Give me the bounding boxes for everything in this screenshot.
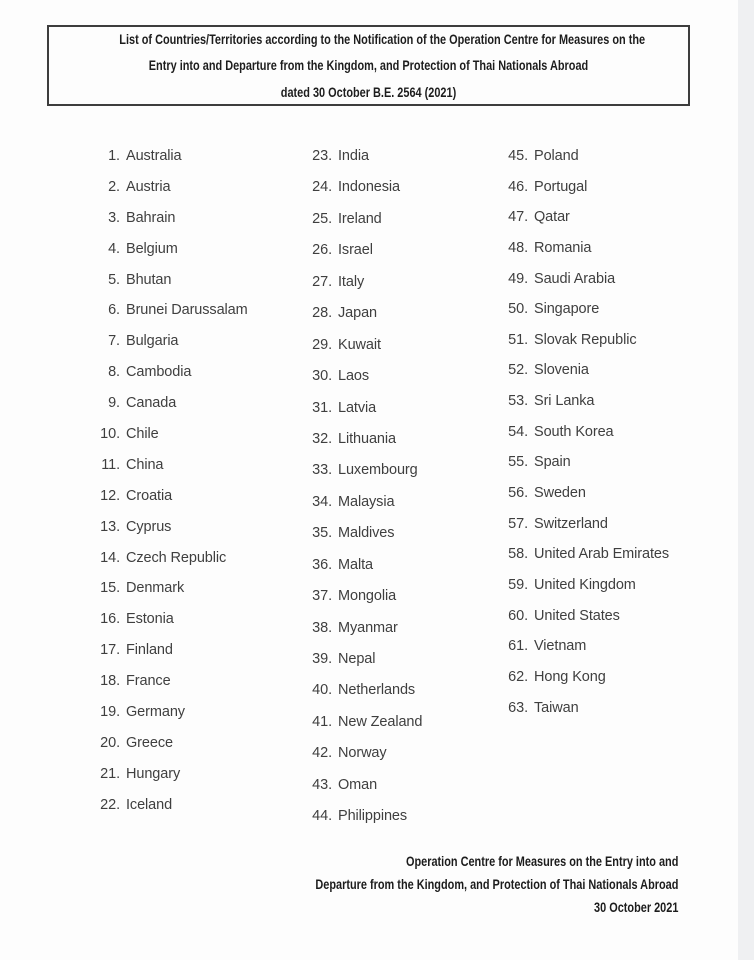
item-label: Chile	[126, 426, 159, 443]
item-label: Switzerland	[534, 515, 608, 532]
list-item	[502, 362, 669, 393]
title-line-1: List of Countries/Territories according to the Notification of the Operation Centre for Measures on the	[119, 30, 646, 47]
item-label: Indonesia	[338, 179, 400, 196]
item-number: 16.	[100, 611, 120, 628]
item-label: United States	[534, 607, 620, 624]
item-label: Greece	[126, 734, 173, 751]
item-number: 30.	[312, 368, 332, 385]
item-number: 18.	[100, 673, 120, 690]
list-item	[502, 546, 669, 577]
list-item	[306, 337, 422, 368]
item-label: Mongolia	[338, 588, 397, 605]
item-label: Maldives	[338, 525, 395, 542]
list-item	[502, 485, 669, 516]
list-item	[502, 271, 669, 302]
item-number: 63.	[508, 699, 528, 716]
item-number: 32.	[312, 430, 332, 447]
list-item	[98, 426, 248, 457]
item-number: 35.	[312, 525, 332, 542]
list-item	[502, 700, 669, 731]
item-label: Finland	[126, 642, 173, 659]
item-label: United Kingdom	[534, 576, 636, 593]
list-item	[98, 550, 248, 581]
item-number: 33.	[312, 462, 332, 479]
item-label: Saudi Arabia	[534, 270, 616, 287]
item-label: New Zealand	[338, 713, 423, 730]
item-label: Sweden	[534, 485, 586, 502]
list-item	[306, 148, 422, 179]
item-label: Cambodia	[126, 364, 192, 381]
item-label: Bahrain	[126, 209, 176, 226]
item-number: 3.	[108, 209, 120, 226]
item-number: 57.	[508, 515, 528, 532]
item-label: Brunei Darussalam	[126, 302, 248, 319]
list-item	[98, 241, 248, 272]
item-label: India	[338, 148, 369, 164]
list-item	[306, 620, 422, 651]
item-label: Luxembourg	[338, 462, 418, 479]
item-label: Bhutan	[126, 271, 172, 288]
footer-line-2: Departure from the Kingdom, and Protection of Thai Nationals Abroad	[314, 876, 678, 892]
list-item	[98, 395, 248, 426]
item-number: 34.	[312, 493, 332, 510]
list-item	[306, 462, 422, 493]
item-number: 9.	[108, 395, 120, 412]
item-label: Taiwan	[534, 699, 579, 716]
title-line-2: Entry into and Departure from the Kingdom, and Protection of Thai Nationals Abroad	[148, 57, 589, 74]
item-number: 48.	[508, 239, 528, 256]
list-item	[98, 179, 248, 210]
list-item	[502, 240, 669, 271]
item-number: 28.	[312, 305, 332, 322]
item-number: 12.	[100, 487, 120, 504]
document-title-box	[47, 25, 690, 106]
country-column-1	[98, 148, 248, 828]
item-label: Qatar	[534, 209, 570, 226]
list-item	[98, 148, 248, 179]
item-label: Japan	[338, 305, 378, 322]
list-item	[502, 577, 669, 608]
item-number: 42.	[312, 745, 332, 762]
list-item	[502, 424, 669, 455]
item-number: 56.	[508, 485, 528, 502]
title-line-3: dated 30 October B.E. 2564 (2021)	[280, 83, 457, 100]
list-item	[306, 682, 422, 713]
item-number: 8.	[108, 364, 120, 381]
item-label: Germany	[126, 704, 185, 721]
list-item	[98, 580, 248, 611]
item-label: Laos	[338, 368, 370, 385]
list-item	[98, 766, 248, 797]
item-number: 11.	[101, 456, 120, 473]
item-label: Iceland	[126, 796, 173, 813]
item-number: 29.	[312, 336, 332, 353]
list-item	[98, 488, 248, 519]
list-item	[98, 457, 248, 488]
item-number: 10.	[100, 426, 120, 443]
list-item	[502, 638, 669, 669]
item-label: Myanmar	[338, 619, 398, 636]
list-item	[306, 557, 422, 588]
footer-date: 30 October 2021	[593, 899, 678, 915]
item-number: 46.	[508, 178, 528, 195]
item-label: Singapore	[534, 301, 600, 318]
item-number: 54.	[508, 423, 528, 440]
item-number: 61.	[508, 638, 528, 655]
list-item	[502, 393, 669, 424]
list-item	[306, 525, 422, 556]
item-label: Poland	[534, 148, 579, 164]
list-item	[306, 242, 422, 273]
item-label: South Korea	[534, 423, 614, 440]
item-number: 40.	[312, 682, 332, 699]
list-item	[98, 519, 248, 550]
item-number: 58.	[508, 546, 528, 563]
list-item	[502, 332, 669, 363]
footer-line-1: Operation Centre for Measures on the Entry into and	[405, 853, 678, 869]
item-label: Austria	[126, 178, 171, 195]
item-label: Czech Republic	[126, 549, 227, 566]
list-item	[306, 431, 422, 462]
item-number: 52.	[508, 362, 528, 379]
list-item	[306, 305, 422, 336]
list-item	[306, 494, 422, 525]
item-label: Slovenia	[534, 362, 589, 379]
item-number: 5.	[108, 271, 120, 288]
list-item	[306, 588, 422, 619]
item-label: Malaysia	[338, 493, 395, 510]
item-number: 47.	[508, 209, 528, 226]
list-item	[98, 735, 248, 766]
item-number: 53.	[508, 393, 528, 410]
item-number: 27.	[312, 273, 332, 290]
item-label: Vietnam	[534, 638, 587, 655]
item-number: 26.	[312, 242, 332, 259]
list-item	[306, 211, 422, 242]
item-number: 15.	[100, 580, 120, 597]
item-label: Croatia	[126, 487, 173, 504]
item-label: Slovak Republic	[534, 331, 637, 348]
list-item	[306, 808, 422, 839]
list-item	[98, 333, 248, 364]
item-number: 22.	[100, 796, 120, 813]
item-label: Estonia	[126, 611, 174, 628]
item-number: 25.	[312, 210, 332, 227]
list-item	[306, 400, 422, 431]
list-item	[98, 210, 248, 241]
list-item	[98, 704, 248, 735]
item-label: Canada	[126, 395, 177, 412]
item-number: 31.	[312, 399, 332, 416]
list-item	[502, 209, 669, 240]
item-label: China	[126, 456, 164, 473]
list-item	[502, 669, 669, 700]
list-item	[306, 714, 422, 745]
item-number: 6.	[108, 302, 120, 319]
item-number: 23.	[312, 148, 332, 164]
list-item	[502, 454, 669, 485]
item-label: Spain	[534, 454, 571, 471]
item-label: Romania	[534, 239, 592, 256]
item-number: 39.	[312, 651, 332, 667]
list-item	[98, 797, 248, 828]
item-label: Ireland	[338, 210, 382, 227]
item-number: 20.	[100, 734, 120, 751]
list-item	[306, 651, 422, 682]
item-number: 59.	[508, 576, 528, 593]
item-number: 17.	[100, 642, 120, 659]
item-label: Lithuania	[338, 430, 396, 447]
list-item	[502, 148, 669, 179]
item-number: 55.	[508, 454, 528, 471]
list-item	[502, 516, 669, 547]
list-item	[502, 608, 669, 639]
list-item	[98, 364, 248, 395]
item-label: Belgium	[126, 240, 178, 257]
item-label: Netherlands	[338, 682, 416, 699]
list-item	[306, 179, 422, 210]
item-label: Cyprus	[126, 518, 172, 535]
item-number: 1.	[108, 148, 120, 164]
item-label: Australia	[126, 148, 182, 164]
country-column-2	[306, 148, 422, 840]
item-number: 21.	[100, 765, 120, 782]
list-item	[98, 673, 248, 704]
item-number: 13.	[100, 518, 120, 535]
list-item	[98, 302, 248, 333]
item-number: 36.	[312, 556, 332, 573]
list-item	[98, 642, 248, 673]
country-column-3	[502, 148, 669, 730]
item-label: Norway	[338, 745, 387, 762]
item-number: 45.	[508, 148, 528, 164]
item-number: 4.	[108, 240, 120, 257]
item-number: 37.	[312, 588, 332, 605]
list-item	[306, 745, 422, 776]
list-item	[306, 777, 422, 808]
item-number: 24.	[312, 179, 332, 196]
item-label: Portugal	[534, 178, 588, 195]
list-item	[306, 274, 422, 305]
list-item	[306, 368, 422, 399]
item-number: 62.	[508, 668, 528, 685]
item-label: Hungary	[126, 765, 181, 782]
item-number: 7.	[108, 333, 120, 350]
item-label: Denmark	[126, 580, 185, 597]
item-number: 14.	[100, 549, 120, 566]
document-footer	[213, 850, 678, 919]
item-number: 60.	[508, 607, 528, 624]
item-label: United Arab Emirates	[534, 546, 670, 563]
item-label: Latvia	[338, 399, 377, 416]
item-label: Philippines	[338, 808, 408, 825]
item-label: Malta	[338, 556, 373, 573]
item-label: Israel	[338, 242, 373, 259]
item-label: Nepal	[338, 651, 376, 667]
item-number: 38.	[312, 619, 332, 636]
item-number: 51.	[508, 331, 528, 348]
scan-edge-strip	[738, 0, 754, 960]
item-number: 41.	[312, 713, 332, 730]
list-item	[98, 611, 248, 642]
item-label: Kuwait	[338, 336, 381, 353]
list-item	[502, 301, 669, 332]
item-label: Bulgaria	[126, 333, 179, 350]
item-label: France	[126, 673, 171, 690]
item-number: 49.	[508, 270, 528, 287]
item-label: Italy	[338, 273, 365, 290]
list-item	[98, 272, 248, 303]
list-item	[502, 179, 669, 210]
item-label: Hong Kong	[534, 668, 606, 685]
item-number: 44.	[312, 808, 332, 825]
item-number: 50.	[508, 301, 528, 318]
item-number: 2.	[108, 178, 120, 195]
item-number: 19.	[100, 704, 120, 721]
item-number: 43.	[312, 776, 332, 793]
item-label: Oman	[338, 776, 378, 793]
item-label: Sri Lanka	[534, 393, 595, 410]
